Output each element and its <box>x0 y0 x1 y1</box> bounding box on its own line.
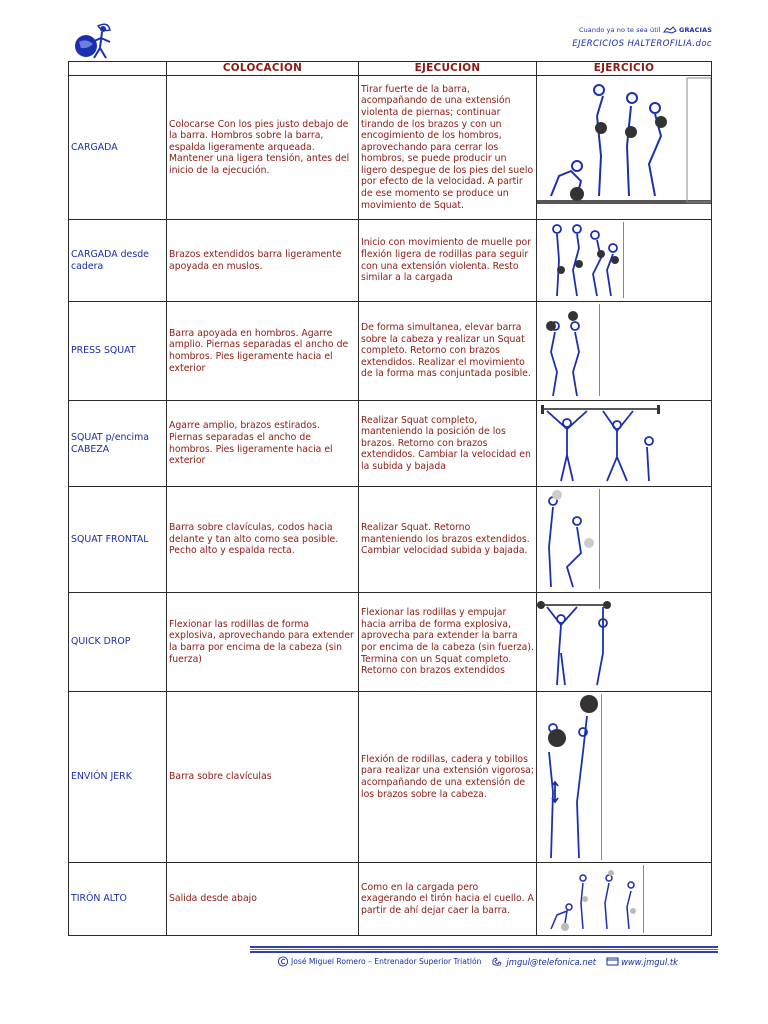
table-header-row <box>69 62 712 76</box>
exercise-illustration <box>537 487 712 593</box>
document-header <box>572 26 712 49</box>
header-ejercicio: EJERCICIO <box>537 62 712 76</box>
ejecucion-cell: Inicio con movimiento de muelle por flexión ligera de rodillas para seguir con una extensión violenta. Resto similar a la cargada <box>359 220 537 302</box>
web-icon <box>606 956 620 967</box>
table-row <box>69 593 712 692</box>
header-tagline <box>572 26 712 34</box>
footer <box>276 956 722 967</box>
table-row <box>69 401 712 487</box>
tagline-text: Cuando ya no te sea útil <box>578 26 661 34</box>
exercise-illustration <box>537 76 712 220</box>
exercise-name: PRESS SQUAT <box>69 302 167 401</box>
ejecucion-cell: Como en la cargada pero exagerando el tirón hacia el cuello. A partir de ahí dejar caer la barra. <box>359 863 537 936</box>
ejecucion-cell: De forma simultanea, elevar barra sobre la cabeza y realizar un Squat completo. Retorno con brazos extendidos. Realizar el movimiento de la forma mas conjuntada posible. <box>359 302 537 401</box>
ejecucion-cell: Flexión de rodillas, cadera y tobillos para realizar una extensión vigorosa; acompañando de una extensión de los brazos sobre la cabeza. <box>359 692 537 863</box>
exercise-table <box>68 61 712 936</box>
exercise-name: ENVIÓN JERK <box>69 692 167 863</box>
colocacion-cell: Barra sobre clavículas <box>167 692 359 863</box>
exercise-illustration <box>537 692 712 863</box>
squat-frontal-figures <box>537 487 711 592</box>
exercise-name: SQUAT p/encima CABEZA <box>69 401 167 487</box>
exercise-illustration <box>537 302 712 401</box>
colocacion-cell: Agarre amplio, brazos estirados. Piernas separadas el ancho de hombros. Pies ligeramente hacia el exterior <box>167 401 359 487</box>
colocacion-cell: Brazos extendidos barra ligeramente apoyada en muslos. <box>167 220 359 302</box>
quick-drop-figures <box>537 593 711 691</box>
exercise-illustration <box>537 863 712 936</box>
ejecucion-cell: Realizar Squat completo, manteniendo la posición de los brazos. Retorno con brazos extendidos. Cambiar la velocidad en la subida y bajada <box>359 401 537 487</box>
cargada-figures <box>537 76 711 219</box>
colocacion-cell: Barra apoyada en hombros. Agarre amplio. Piernas separadas el ancho de hombros. Pies ligeramente hacia el exterior <box>167 302 359 401</box>
table-row <box>69 863 712 936</box>
table-row <box>69 487 712 593</box>
table-row <box>69 692 712 863</box>
exercise-illustration <box>537 593 712 692</box>
exercise-name: TIRÓN ALTO <box>69 863 167 936</box>
email-phone-icon <box>491 956 505 967</box>
exercise-illustration <box>537 401 712 487</box>
copyright-icon <box>276 956 290 967</box>
gracias-hands-icon <box>663 26 677 34</box>
exercise-name: CARGADA <box>69 76 167 220</box>
footer-email-link[interactable]: jmgul@telefonica.net <box>506 956 597 967</box>
colocacion-cell: Barra sobre clavículas, codos hacia delante y tan alto como sea posible. Pecho alto y espalda recta. <box>167 487 359 593</box>
exercise-name: QUICK DROP <box>69 593 167 692</box>
footer-web-link[interactable]: www.jmgul.tk <box>621 956 678 967</box>
header-empty <box>69 62 167 76</box>
table-row <box>69 302 712 401</box>
footer-author: José Miguel Romero – Entrenador Superior Triatlón <box>291 957 482 966</box>
ejecucion-cell: Tirar fuerte de la barra, acompañando de una extensión violenta de piernas; continuar tirando de los brazos y con un encogimiento de los hombros, aprovechando para cerrar los hombros, se puede producir un ligero despegue de los pies del suelo por efecto de la velocidad. A partir de ese momento se produce un movimiento de Squat. <box>359 76 537 220</box>
gracias-text: GRACIAS <box>679 26 712 34</box>
exercise-name: SQUAT FRONTAL <box>69 487 167 593</box>
ejecucion-cell: Flexionar las rodillas y empujar hacia arriba de forma explosiva, aprovecha para extender la barra por encima de la cabeza (sin fuerza). Termina con un Squat completo. Retorno con brazos extendidos <box>359 593 537 692</box>
cargada-cadera-figures <box>537 220 711 301</box>
squat-encima-cabeza-figures <box>537 401 711 486</box>
table-row <box>69 76 712 220</box>
table-row <box>69 220 712 302</box>
colocacion-cell: Salida desde abajo <box>167 863 359 936</box>
footer-rule <box>250 946 718 954</box>
exercise-illustration <box>537 220 712 302</box>
colocacion-cell: Colocarse Con los pies justo debajo de la barra. Hombros sobre la barra, espalda ligeramente arqueada. Mantener una ligera tensión, antes del inicio de la ejecución. <box>167 76 359 220</box>
exercise-name: CARGADA desde cadera <box>69 220 167 302</box>
logo-globe-icon <box>72 18 116 62</box>
ejecucion-cell: Realizar Squat. Retorno manteniendo los brazos extendidos. Cambiar velocidad subida y bajada. <box>359 487 537 593</box>
envion-jerk-figures <box>537 692 711 862</box>
header-colocacion: COLOCACIÓN <box>167 62 359 76</box>
tiron-alto-figures <box>537 863 711 935</box>
colocacion-cell: Flexionar las rodillas de forma explosiva, aprovechando para extender la barra por encima de la cabeza (sin fuerza) <box>167 593 359 692</box>
document-filename: EJERCICIOS HALTEROFILIA.doc <box>572 39 712 49</box>
press-squat-figures <box>537 302 711 400</box>
header-ejecucion: EJECUCIÓN <box>359 62 537 76</box>
